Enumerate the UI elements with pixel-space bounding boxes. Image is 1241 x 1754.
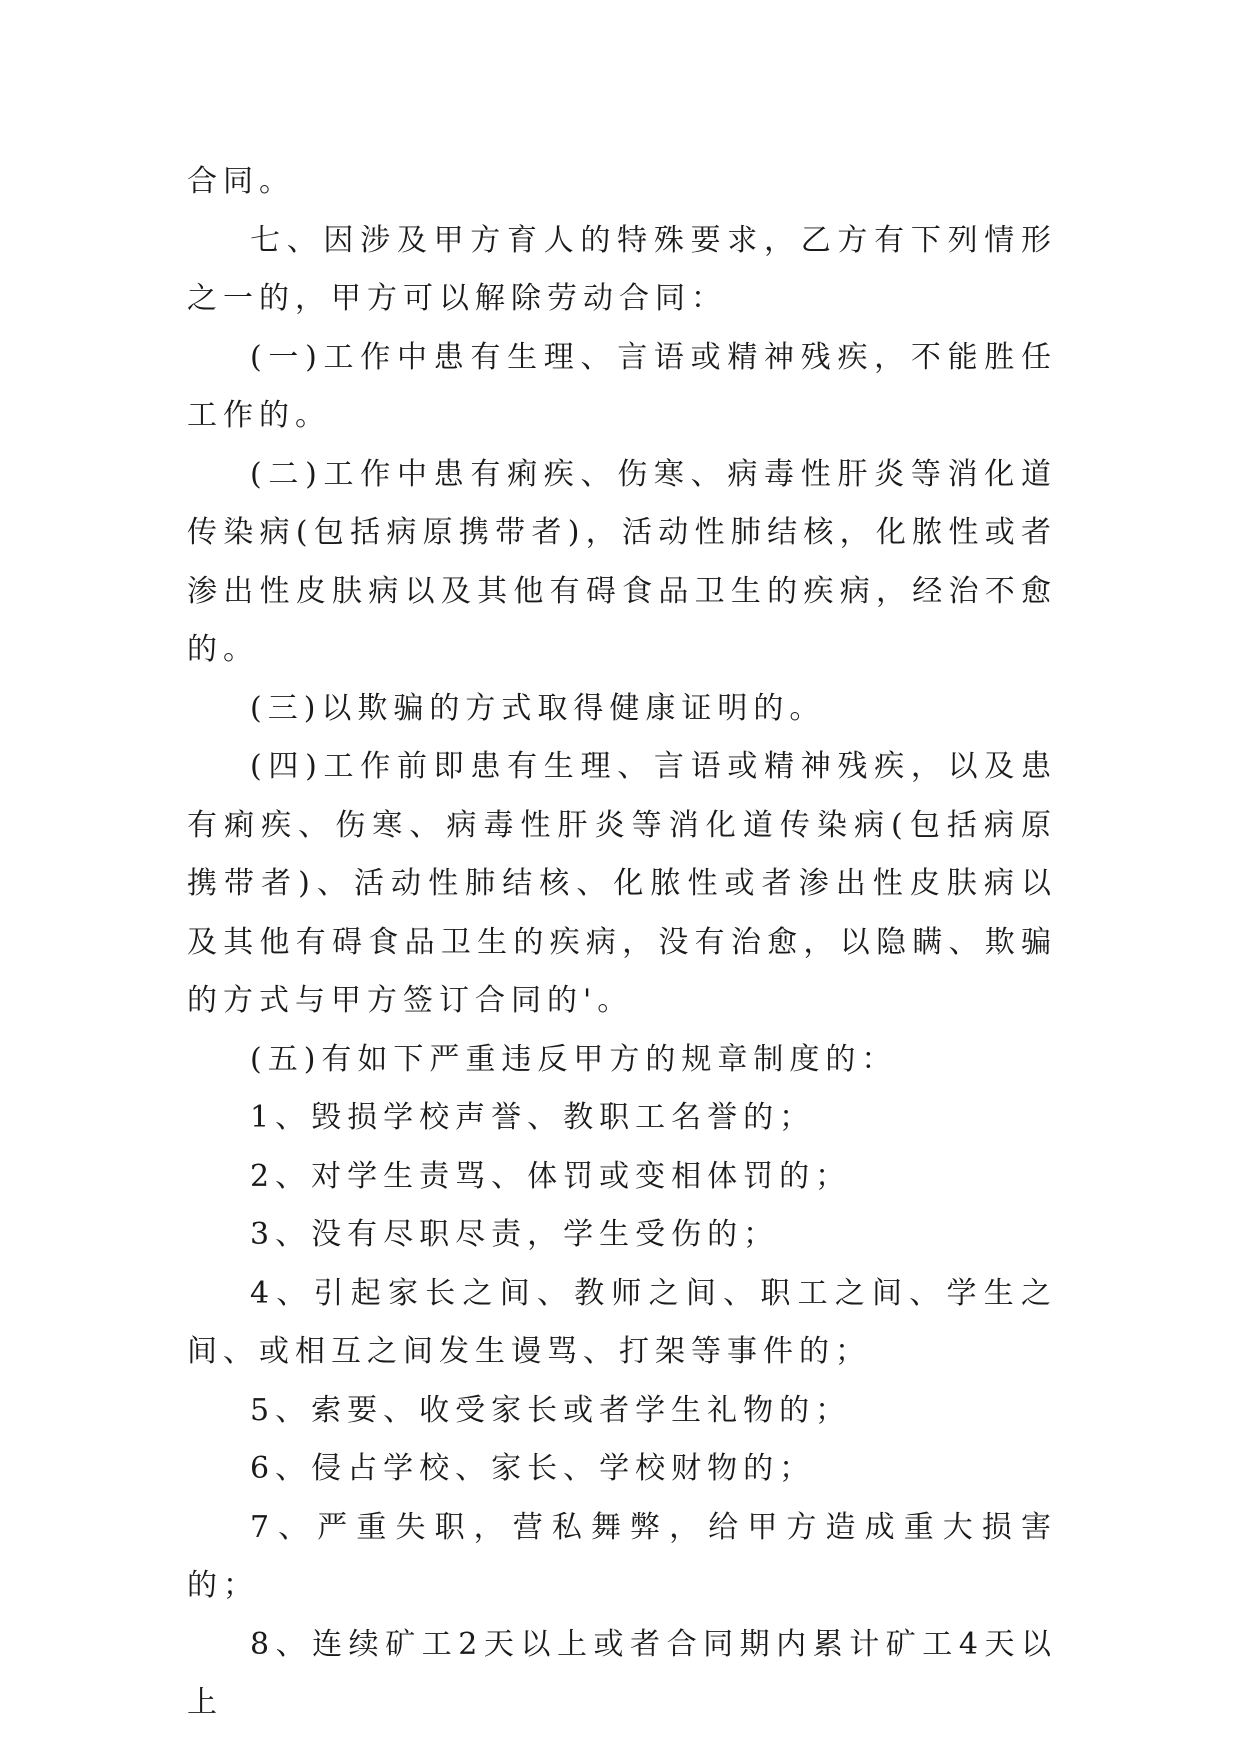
list-item-5: 5、索要、收受家长或者学生礼物的； xyxy=(250,1392,852,1428)
paragraph-item-two: (二)工作中患有痢疾、伤寒、病毒性肝炎等消化道传染病(包括病原携带者)，活动性肺结核，化脓性或者渗出性皮肤病以及其他有碍食品卫生的疾病，经治不愈的。 xyxy=(187,456,1057,667)
list-item-8: 8、连续矿工2天以上或者合同期内累计矿工4天以上 xyxy=(187,1626,1057,1720)
list-item-4: 4、引起家长之间、教师之间、职工之间、学生之间、或相互之间发生谩骂、打架等事件的； xyxy=(187,1275,1057,1369)
list-item-3: 3、没有尽职尽责，学生受伤的； xyxy=(250,1217,780,1252)
paragraph-item-five: (五)有如下严重违反甲方的规章制度的： xyxy=(250,1041,898,1077)
paragraph-item-four: (四)工作前即患有生理、言语或精神残疾，以及患有痢疾、伤寒、病毒性肝炎等消化道传染病(包括病原携带者)、活动性肺结核、化脓性或者渗出性皮肤病以及其他有碍食品卫生的疾病，没有治愈，以隐瞒、欺骗的方式与甲方签订合同的'。 xyxy=(187,749,1057,1018)
list-item-2: 2、对学生责骂、体罚或变相体罚的； xyxy=(250,1158,852,1194)
paragraph-clause-seven: 七、因涉及甲方育人的特殊要求，乙方有下列情形之一的，甲方可以解除劳动合同： xyxy=(187,222,1057,316)
paragraph-contract-end: 合同。 xyxy=(187,164,295,199)
paragraph-item-three: (三)以欺骗的方式取得健康证明的。 xyxy=(250,690,826,726)
list-item-7: 7、严重失职，营私舞弊，给甲方造成重大损害的； xyxy=(187,1509,1057,1603)
list-item-6: 6、侵占学校、家长、学校财物的； xyxy=(250,1451,816,1486)
document-body xyxy=(187,153,1057,1733)
list-item-1: 1、毁损学校声誉、教职工名誉的； xyxy=(250,1100,816,1135)
paragraph-item-one: (一)工作中患有生理、言语或精神残疾，不能胜任工作的。 xyxy=(187,339,1057,433)
